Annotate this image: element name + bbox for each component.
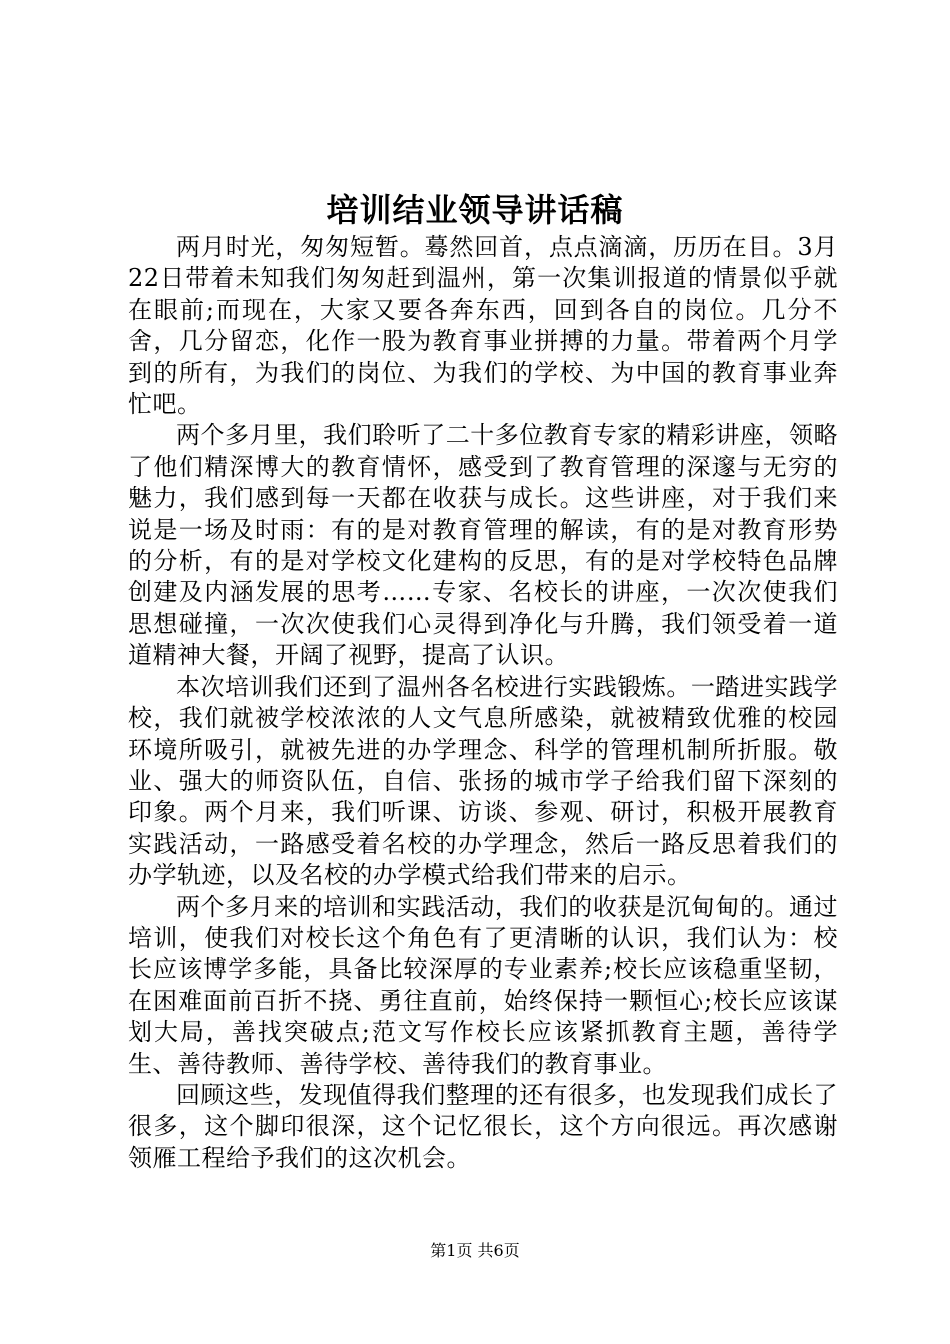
paragraph-2: 两个多月里，我们聆听了二十多位教育专家的精彩讲座，领略了他们精深博大的教育情怀，感受到了教育管理的深邃与无穷的魅力，我们感到每一天都在收获与成长。这些讲座，对于我们来说是一场及时雨：有的是对教育管理的解读，有的是对教育形势的分析，有的是对学校文化建构的反思，有的是对学校特色品牌创建及内涵发展的思考……专家、名校长的讲座，一次次使我们思想碰撞，一次次使我们心灵得到净化与升腾，我们领受着一道道精神大餐，开阔了视野，提高了认识。: [128, 421, 838, 670]
paragraph-4: 两个多月来的培训和实践活动，我们的收获是沉甸甸的。通过培训，使我们对校长这个角色有了更清晰的认识，我们认为：校长应该博学多能，具备比较深厚的专业素养;校长应该稳重坚韧，在困难面前百折不挠、勇往直前，始终保持一颗恒心;校长应该谋划大局，善找突破点;范文写作校长应该紧抓教育主题，善待学生、善待教师、善待学校、善待我们的教育事业。: [128, 892, 838, 1078]
document-title: 培训结业领导讲话稿: [326, 191, 624, 229]
paragraph-3: 本次培训我们还到了温州各名校进行实践锻炼。一踏进实践学校，我们就被学校浓浓的人文气息所感染，就被精致优雅的校园环境所吸引，就被先进的办学理念、科学的管理机制所折服。敬业、强大的师资队伍，自信、张扬的城市学子给我们留下深刻的印象。两个月来，我们听课、访谈、参观、研讨，积极开展教育实践活动，一路感受着名校的办学理念，然后一路反思着我们的办学轨迹，以及名校的办学模式给我们带来的启示。: [128, 672, 838, 890]
paragraph-5: 回顾这些，发现值得我们整理的还有很多，也发现我们成长了很多，这个脚印很深，这个记忆很长，这个方向很远。再次感谢领雁工程给予我们的这次机会。: [128, 1080, 838, 1172]
document-body: [128, 232, 838, 1174]
page-number-footer: 第1页 共6页: [430, 1241, 520, 1260]
paragraph-1: 两月时光，匆匆短暂。蓦然回首，点点滴滴，历历在目。3月22日带着未知我们匆匆赶到温州，第一次集训报道的情景似乎就在眼前;而现在，大家又要各奔东西，回到各自的岗位。几分不舍，几分留恋，化作一股为教育事业拼搏的力量。带着两个月学到的所有，为我们的岗位、为我们的学校、为中国的教育事业奔忙吧。: [128, 233, 838, 419]
